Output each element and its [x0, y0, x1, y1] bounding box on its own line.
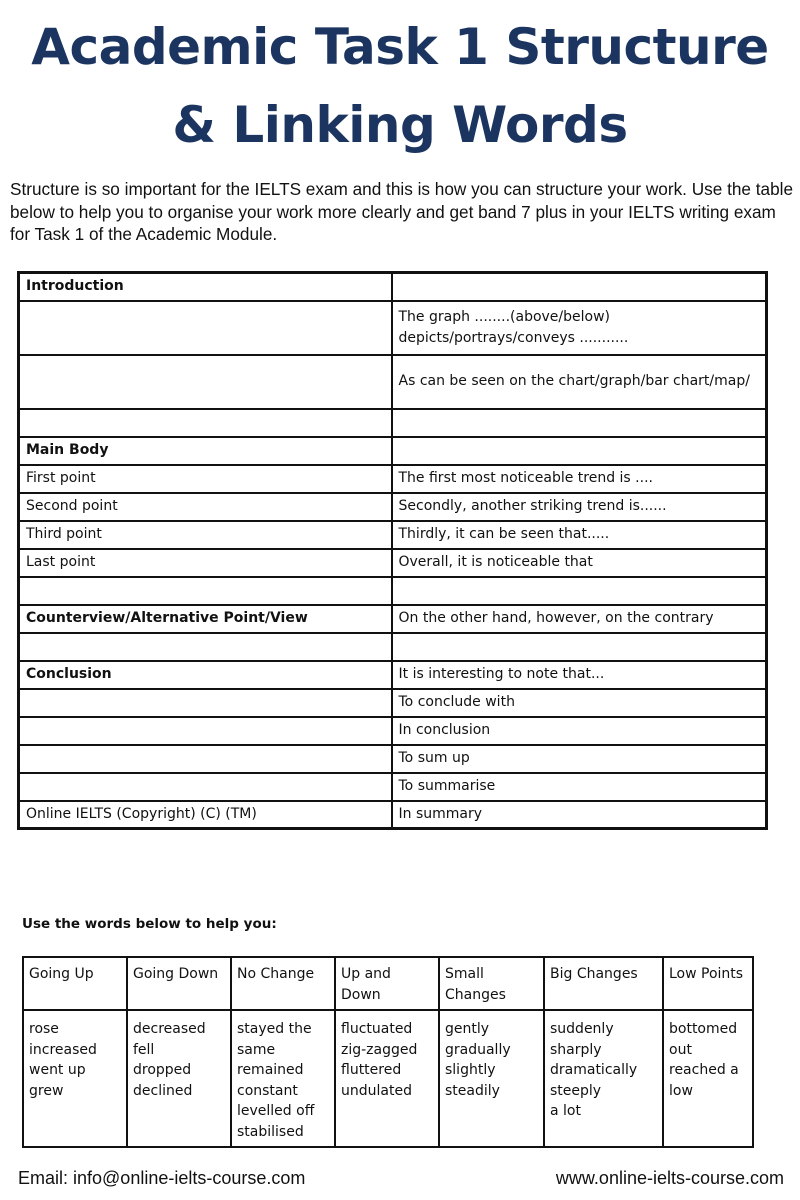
linking-word: suddenly [550, 1021, 614, 1037]
linking-word: declined [133, 1082, 193, 1099]
linking-word: slightly [445, 1062, 496, 1078]
words-header-cell: No Change [231, 957, 335, 1010]
structure-row [19, 605, 767, 633]
words-list-cell [663, 1010, 753, 1147]
structure-phrase-cell: The graph ........(above/below) depicts/portrays/conveys ........... [392, 301, 767, 355]
structure-phrase-cell: On the other hand, however, on the contrary [392, 605, 767, 633]
words-header-cell: Going Down [127, 957, 231, 1010]
words-header-cell: Big Changes [544, 957, 663, 1010]
structure-section-cell: First point [19, 465, 392, 493]
structure-phrase-cell [392, 437, 767, 465]
words-header-cell: Up and Down [335, 957, 439, 1010]
structure-phrase-cell: To summarise [392, 773, 767, 801]
linking-word: zig-zagged [341, 1041, 418, 1058]
linking-word: undulated [341, 1082, 412, 1099]
footer-website[interactable]: www.online-ielts-course.com [555, 1168, 784, 1188]
structure-row [19, 633, 767, 661]
linking-word: rose [29, 1021, 59, 1037]
words-header-cell: Low Points [663, 957, 753, 1010]
linking-word: dropped [133, 1062, 192, 1078]
structure-section-cell [19, 409, 392, 437]
footer-email[interactable]: Email: info@online-ielts-course.com [18, 1168, 306, 1188]
structure-table [17, 271, 768, 830]
structure-row [19, 437, 767, 465]
structure-phrase-cell: The first most noticeable trend is .... [392, 465, 767, 493]
linking-word: levelled off [237, 1103, 315, 1119]
linking-word: gently [445, 1021, 490, 1037]
structure-section-cell [19, 689, 392, 717]
structure-phrase-cell: Secondly, another striking trend is...... [392, 493, 767, 521]
structure-phrase-cell [392, 409, 767, 437]
linking-word: sharply [550, 1041, 602, 1058]
linking-word: steadily [445, 1082, 500, 1099]
structure-section-cell: Counterview/Alternative Point/View [19, 605, 392, 633]
structure-row [19, 465, 767, 493]
structure-phrase-cell [392, 577, 767, 605]
linking-word: gradually [445, 1041, 511, 1058]
words-list-cell [335, 1010, 439, 1147]
page-title-line-2: & Linking Words [172, 96, 628, 154]
words-list-cell [544, 1010, 663, 1147]
structure-row [19, 745, 767, 773]
structure-phrase-cell [392, 273, 767, 301]
linking-word: steeply [550, 1082, 602, 1099]
structure-row [19, 577, 767, 605]
words-body-row [23, 1010, 753, 1147]
words-header-row [23, 957, 753, 1010]
structure-phrase-cell: In conclusion [392, 717, 767, 745]
structure-phrase-cell: To conclude with [392, 689, 767, 717]
structure-row [19, 521, 767, 549]
linking-word: went up [29, 1062, 86, 1078]
structure-section-cell: Third point [19, 521, 392, 549]
structure-row [19, 717, 767, 745]
structure-row [19, 801, 767, 829]
structure-section-cell: Main Body [19, 437, 392, 465]
structure-phrase-cell [392, 633, 767, 661]
structure-section-cell: Second point [19, 493, 392, 521]
words-header-cell: Small Changes [439, 957, 544, 1010]
structure-row [19, 549, 767, 577]
structure-phrase-cell: Thirdly, it can be seen that..... [392, 521, 767, 549]
structure-row [19, 493, 767, 521]
linking-word: increased [29, 1041, 97, 1058]
linking-words-table [22, 956, 754, 1148]
structure-row [19, 689, 767, 717]
linking-word: remained constant [237, 1062, 304, 1099]
linking-word: a lot [550, 1103, 581, 1119]
words-list-cell [439, 1010, 544, 1147]
structure-section-cell [19, 745, 392, 773]
words-header-cell: Going Up [23, 957, 127, 1010]
linking-word: dramatically [550, 1062, 638, 1078]
structure-row [19, 661, 767, 689]
structure-row [19, 773, 767, 801]
linking-word: grew [29, 1082, 64, 1099]
structure-row [19, 273, 767, 301]
structure-phrase-cell: To sum up [392, 745, 767, 773]
structure-section-cell: Last point [19, 549, 392, 577]
structure-phrase-cell: In summary [392, 801, 767, 829]
linking-word: decreased [133, 1021, 206, 1037]
structure-section-cell: Online IELTS (Copyright) (C) (TM) [19, 801, 392, 829]
linking-word: fell [133, 1041, 155, 1058]
structure-section-cell: Conclusion [19, 661, 392, 689]
structure-phrase-cell: It is interesting to note that... [392, 661, 767, 689]
structure-row [19, 355, 767, 409]
structure-section-cell [19, 355, 392, 409]
words-list-cell [231, 1010, 335, 1147]
linking-word: stayed the same [237, 1021, 312, 1058]
structure-row [19, 301, 767, 355]
structure-section-cell [19, 633, 392, 661]
words-list-cell [23, 1010, 127, 1147]
structure-section-cell [19, 577, 392, 605]
structure-section-cell [19, 773, 392, 801]
structure-section-cell: Introduction [19, 273, 392, 301]
structure-section-cell [19, 717, 392, 745]
helper-text: Use the words below to help you: [22, 916, 277, 932]
linking-word: stabilised [237, 1123, 304, 1140]
words-list-cell [127, 1010, 231, 1147]
intro-paragraph: Structure is so important for the IELTS exam and this is how you can structure your work. Use the table below to help you to organise your work more clearly and get band 7 plus in your IELTS writing exam for Task 1 of the Academic Module. [10, 179, 794, 244]
linking-word: bottomed out [669, 1021, 738, 1058]
linking-word: fluctuated [341, 1021, 413, 1037]
page-title-line-1: Academic Task 1 Structure [31, 18, 769, 76]
structure-section-cell [19, 301, 392, 355]
structure-phrase-cell: As can be seen on the chart/graph/bar chart/map/ [392, 355, 767, 409]
linking-word: reached a low [669, 1062, 739, 1099]
structure-row [19, 409, 767, 437]
structure-phrase-cell: Overall, it is noticeable that [392, 549, 767, 577]
linking-word: fluttered [341, 1062, 402, 1078]
